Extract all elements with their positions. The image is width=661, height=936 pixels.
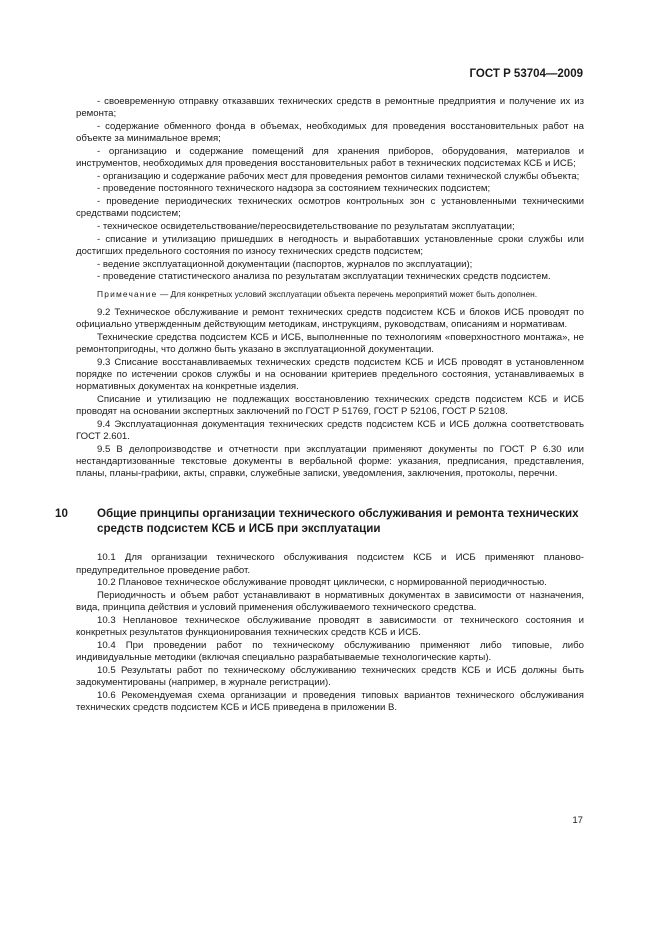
page-body <box>55 96 584 715</box>
paragraph-10-5: 10.5 Результаты работ по техническому обслуживанию технических средств КСБ и ИСБ должны быть задокументированы (например, в журнале регистрации). <box>76 664 584 688</box>
paragraph-9-4: 9.4 Эксплуатационная документация технических средств подсистем КСБ и ИСБ должна соответствовать ГОСТ 2.601. <box>76 418 584 443</box>
paragraph-10-2: 10.2 Плановое техническое обслуживание проводят циклически, с нормированной периодичностью. <box>97 577 547 589</box>
section-number: 10 <box>55 507 68 521</box>
bullet-item: - ведение эксплуатационной документации (паспортов, журналов по эксплуатации); <box>97 258 473 270</box>
section-10-heading <box>55 507 584 536</box>
paragraph-9-3: 9.3 Списание восстанавливаемых технических средств подсистем КСБ и ИСБ проводят в установленном порядке по истечении сроков службы и на основании критериев предельного состояния, устанавливаемых в нормативных документах на конкретные изделия. <box>76 356 584 393</box>
paragraph-9-5: 9.5 В делопроизводстве и отчетности при эксплуатации применяют документы по ГОСТ Р 6.30 или нестандартизованные текстовые документы в вербальной форме: указания, предписания, представления, планы, планы-графики, акты, справки, служебные записки, уведомления, заключения, протоколы, перечни. <box>76 443 584 480</box>
bullet-item: - своевременную отправку отказавших технических средств в ремонтные предприятия и получение их из ремонта; <box>76 96 584 120</box>
bullet-item: - содержание обменного фонда в объемах, необходимых для проведения восстановительных работ на объекте за минимальное время; <box>76 120 584 145</box>
section-title: Общие принципы организации технического обслуживания и ремонта технических средств подсистем КСБ и ИСБ при эксплуатации <box>97 507 579 535</box>
paragraph-10-6: 10.6 Рекомендуемая схема организации и проведения типовых вариантов технического обслуживания технических средств подсистем КСБ и ИСБ приведена в приложении В. <box>76 689 584 713</box>
bullet-item: - организацию и содержание рабочих мест для проведения ремонтов силами технической службы объекта; <box>97 170 580 182</box>
note-label: Примечание <box>97 288 158 299</box>
page-number: 17 <box>572 815 583 826</box>
bullet-item: - списание и утилизацию пришедших в негодность и выработавших установленные сроки службы или достигших предельного состояния по износу технических средств подсистем; <box>76 233 584 257</box>
paragraph: Периодичность и объем работ устанавливают в нормативных документах в зависимости от назначения, вида, принципа действия и условий применения обслуживаемого технического средства. <box>76 590 584 614</box>
paragraph-10-4: 10.4 При проведении работ по техническому обслуживанию применяют либо типовые, либо индивидуальные методики (включая специально разрабатываемые технологические карты). <box>76 639 584 664</box>
paragraph-10-3: 10.3 Неплановое техническое обслуживание проводят в зависимости от технического состояния и конкретных результатов функционирования технических средств КСБ и ИСБ. <box>76 614 584 639</box>
bullet-item: - проведение периодических технических осмотров контрольных зон с установленными техническими средствами подсистем; <box>76 196 584 220</box>
bullet-item: - проведение статистического анализа по результатам эксплуатации технических средств подсистем. <box>97 271 551 283</box>
bullet-item: - организацию и содержание помещений для хранения приборов, оборудования, материалов и инструментов, необходимых для проведения восстановительных работ в технических подсистемах КСБ и ИСБ; <box>76 145 584 170</box>
paragraph: Списание и утилизацию не подлежащих восстановлению технических средств подсистем КСБ и ИСБ проводят на основании экспертных заключений по ГОСТ Р 51769, ГОСТ Р 52106, ГОСТ Р 52108. <box>76 393 584 418</box>
bullet-item: - техническое освидетельствование/переосвидетельствование по результатам эксплуатации; <box>97 221 515 233</box>
note-text: — Для конкретных условий эксплуатации объекта перечень мероприятий может быть дополнен. <box>159 288 538 299</box>
bullet-item: - проведение постоянного технического надзора за состоянием технических подсистем; <box>97 183 491 195</box>
note <box>76 289 584 301</box>
document-code-header: ГОСТ Р 53704—2009 <box>469 68 583 80</box>
paragraph-10-1: 10.1 Для организации технического обслуживания подсистем КСБ и ИСБ применяют планово-предупредительное проведение работ. <box>76 552 584 576</box>
paragraph-9-2: 9.2 Техническое обслуживание и ремонт технических средств подсистем КСБ и блоков ИСБ проводят по официально утвержденным действующим методикам, инструкциям, руководствам, описаниям и нормативам. <box>76 307 584 331</box>
paragraph: Технические средства подсистем КСБ и ИСБ, выполненные по технологиям «поверхностного монтажа», не ремонтопригодны, что должно быть указано в эксплуатационной документации. <box>76 331 584 356</box>
